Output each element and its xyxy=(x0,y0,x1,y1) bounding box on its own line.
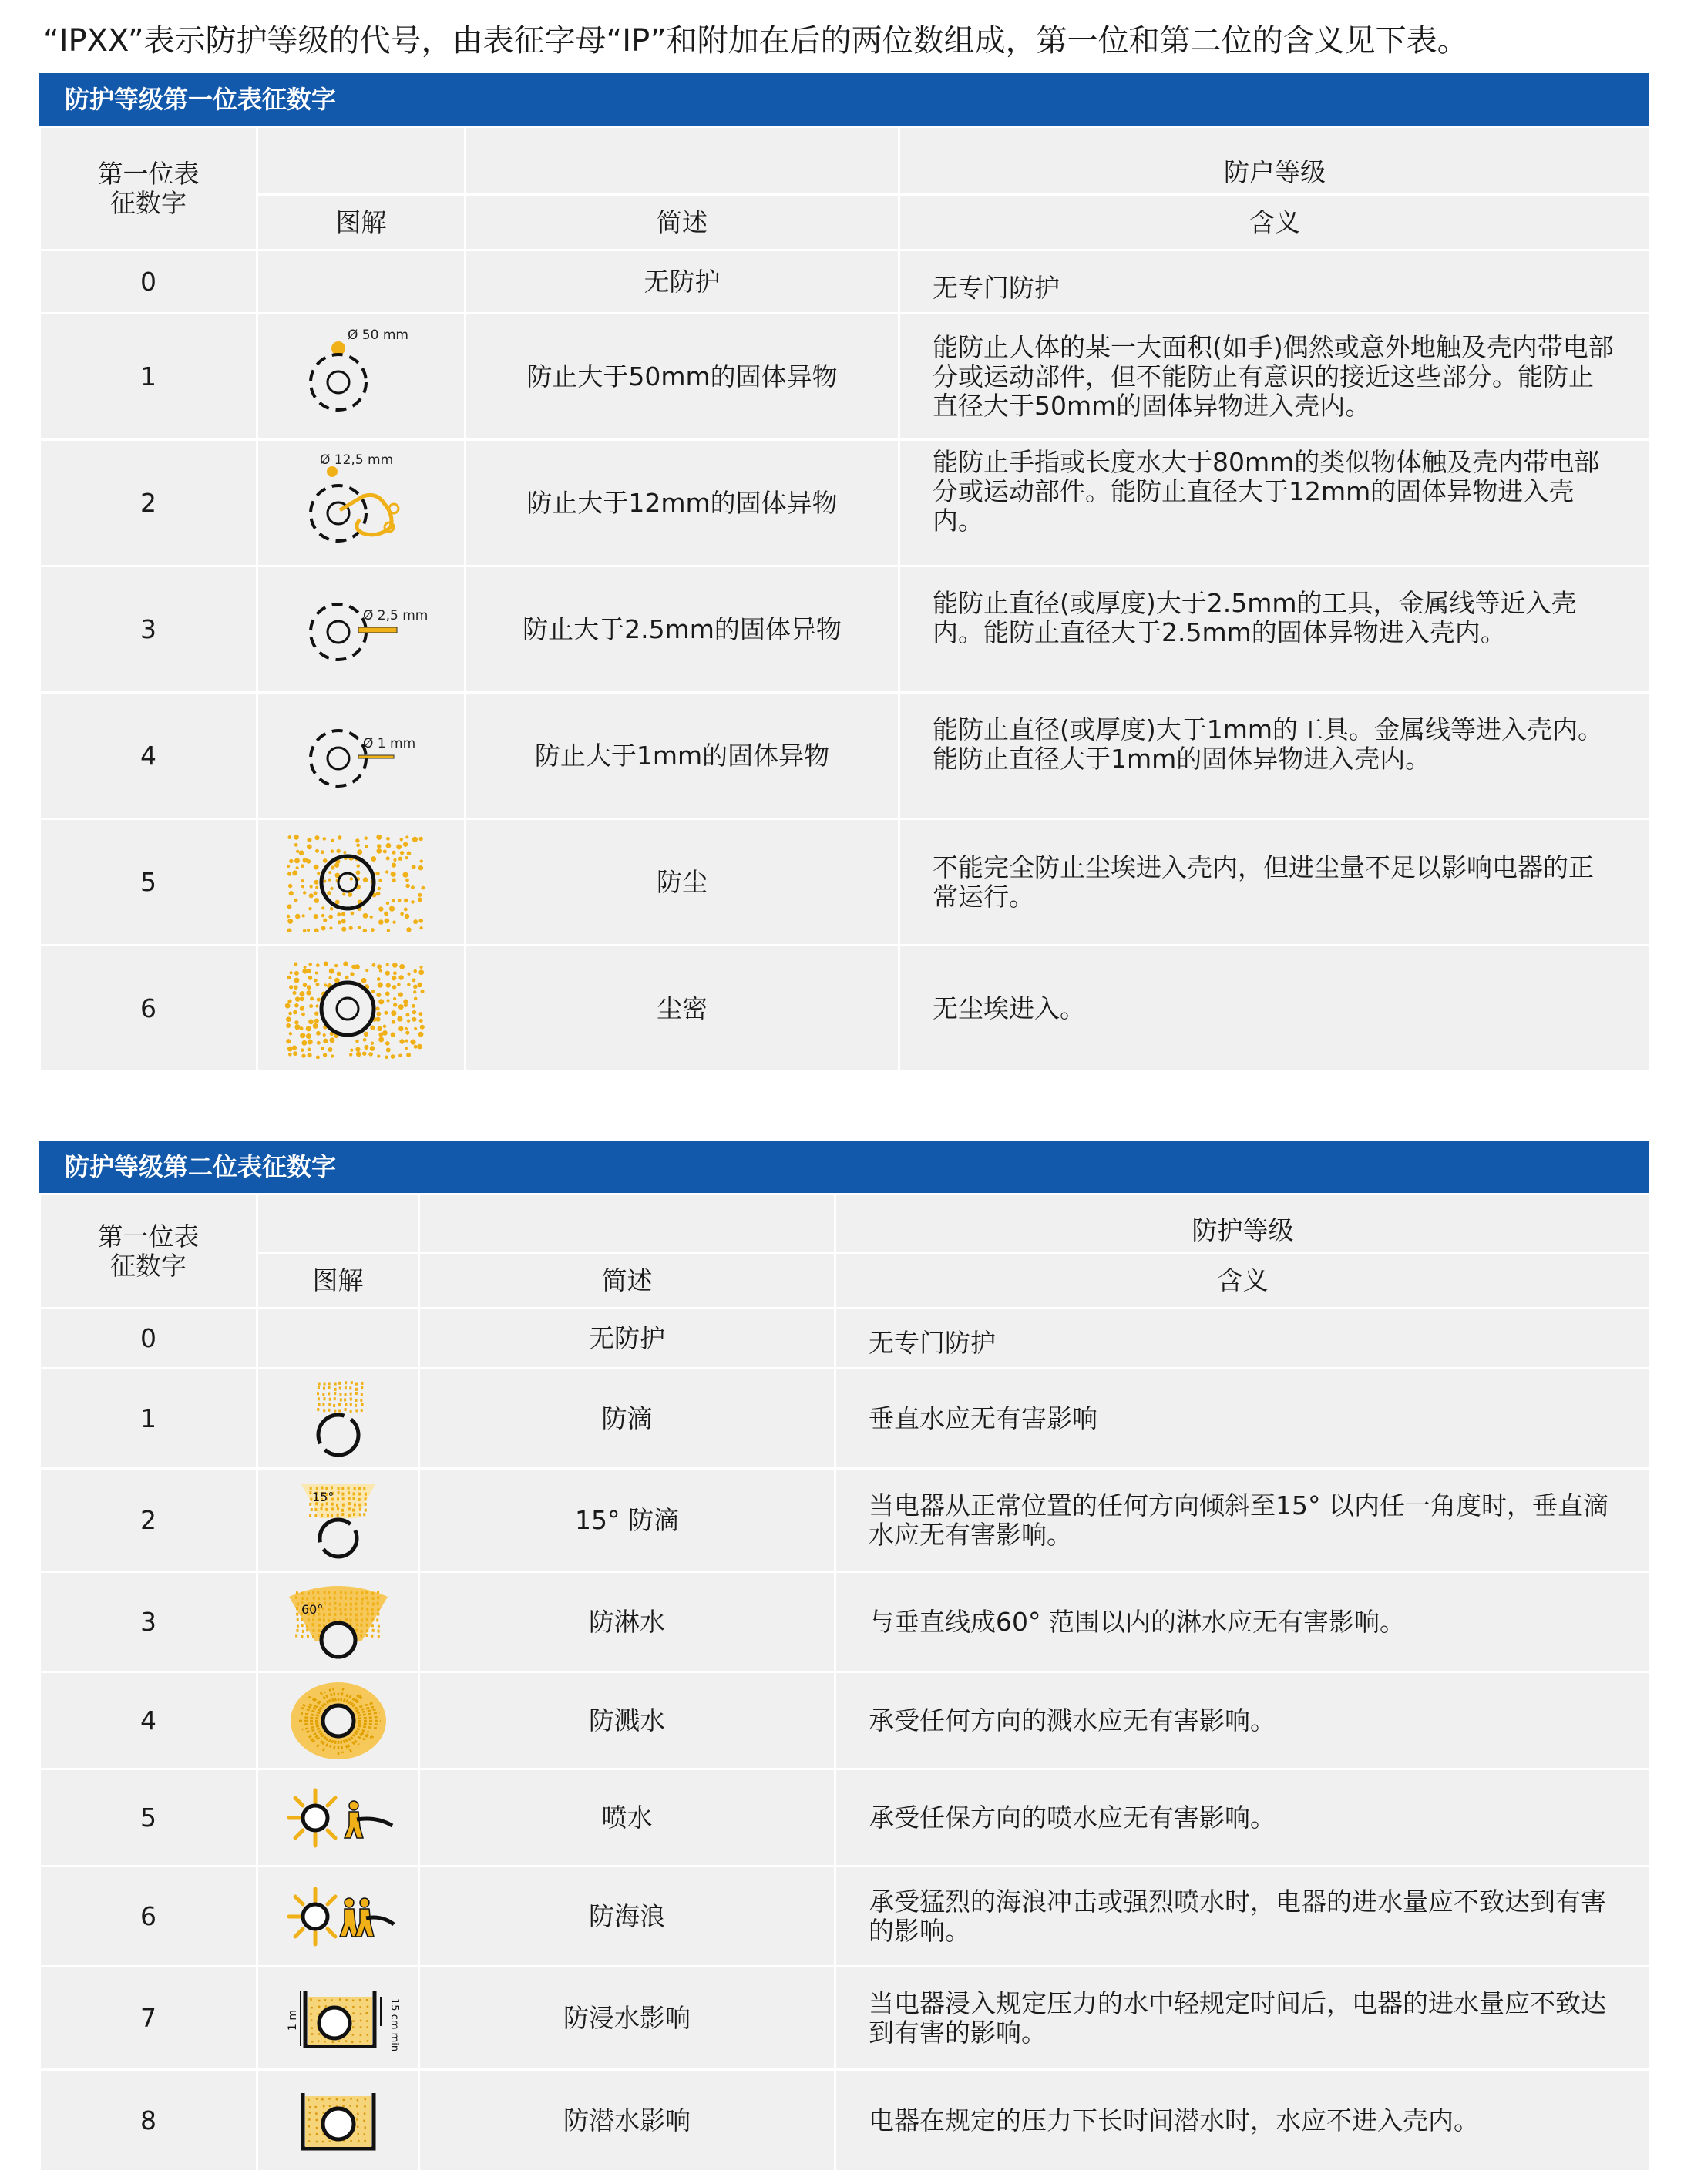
solid-12mm-finger-icon xyxy=(292,453,431,553)
row-meaning: 当电器从正常位置的任何方向倾斜至15° 以内任一角度时，垂直滴水应无有害影响。 xyxy=(835,1469,1651,1572)
table2-row xyxy=(40,1769,1651,1866)
row-digit: 5 xyxy=(40,1769,257,1866)
solid-50mm-icon xyxy=(292,327,431,427)
row-summary: 尘密 xyxy=(466,946,899,1072)
table1-title: 防护等级第一位表征数字 xyxy=(39,73,1649,126)
table1-header-group: 防户等级 xyxy=(899,127,1651,195)
table2-header-group: 防护等级 xyxy=(835,1194,1651,1253)
row-meaning: 承受猛烈的海浪冲击或强烈喷水时，电器的进水量应不致达到有害的影响。 xyxy=(835,1866,1651,1967)
table1-header-summary: 简述 xyxy=(466,195,899,250)
intro-text: “IPXX”表示防护等级的代号，由表征字母“IP”和附加在后的两位数组成，第一位和第二位的含义见下表。 xyxy=(43,23,1468,59)
table2 xyxy=(39,1193,1652,2172)
table2-row xyxy=(40,1866,1651,1967)
table1-row xyxy=(40,819,1651,946)
row-digit: 1 xyxy=(40,314,257,440)
row-summary: 防滴 xyxy=(419,1369,835,1469)
row-summary: 防海浪 xyxy=(419,1866,835,1967)
row-meaning: 能防止手指或长度水大于80mm的类似物体触及壳内带电部分或运动部件。能防止直径大于12mm的固体异物进入壳内。 xyxy=(899,440,1651,566)
table2-header-meaning: 含义 xyxy=(835,1253,1651,1309)
table1-header-meaning: 含义 xyxy=(899,195,1651,250)
row-summary: 喷水 xyxy=(419,1769,835,1866)
row-meaning: 能防止直径(或厚度)大于1mm的工具。金属线等进入壳内。能防止直径大于1mm的固体异物进入壳内。 xyxy=(899,693,1651,819)
row-digit: 6 xyxy=(40,946,257,1072)
svg-text:1 m: 1 m xyxy=(286,2009,299,2031)
table1-row xyxy=(40,693,1651,819)
row-digit: 6 xyxy=(40,1866,257,1967)
svg-text:Ø 1 mm: Ø 1 mm xyxy=(362,735,415,751)
table1-row xyxy=(40,250,1651,314)
svg-text:Ø 12,5 mm: Ø 12,5 mm xyxy=(319,452,393,468)
dust-protected-icon xyxy=(284,832,439,932)
table1-row xyxy=(40,566,1651,693)
row-digit: 3 xyxy=(40,1572,257,1672)
table1-header-digit: 第一位表征数字 xyxy=(40,127,257,250)
row-summary: 无防护 xyxy=(419,1309,835,1369)
immersion-icon xyxy=(273,1980,404,2057)
row-meaning: 当电器浸入规定压力的水中轻规定时间后，电器的进水量应不致达到有害的影响。 xyxy=(835,1967,1651,2070)
svg-text:60°: 60° xyxy=(301,1601,323,1617)
row-digit: 1 xyxy=(40,1369,257,1469)
row-digit: 5 xyxy=(40,819,257,946)
table1-row xyxy=(40,440,1651,566)
table2-row xyxy=(40,1309,1651,1369)
dust-tight-icon xyxy=(284,959,439,1059)
table2-row xyxy=(40,1369,1651,1469)
solid-2-5mm-tool-icon xyxy=(292,587,431,672)
row-summary: 防浸水影响 xyxy=(419,1967,835,2070)
table2-row xyxy=(40,1572,1651,1672)
row-digit: 4 xyxy=(40,1672,257,1769)
svg-text:Ø 2,5 mm: Ø 2,5 mm xyxy=(362,607,428,623)
table1-row xyxy=(40,314,1651,440)
solid-1mm-wire-icon xyxy=(292,714,431,798)
table2-row xyxy=(40,1967,1651,2070)
row-summary: 防淋水 xyxy=(419,1572,835,1672)
submersion-icon xyxy=(284,2082,392,2159)
row-meaning: 能防止人体的某一大面积(如手)偶然或意外地触及壳内带电部分或运动部件，但不能防止有意识的接近这些部分。能防止直径大于50mm的固体异物进入壳内。 xyxy=(899,314,1651,440)
svg-text:15 cm min: 15 cm min xyxy=(388,1998,400,2051)
row-summary: 15° 防滴 xyxy=(419,1469,835,1572)
row-digit: 0 xyxy=(40,1309,257,1369)
row-digit: 3 xyxy=(40,566,257,693)
table1-section xyxy=(39,73,1649,1073)
table2-header-diagram: 图解 xyxy=(257,1253,419,1309)
heavy-seas-icon xyxy=(277,1878,400,1955)
table2-row xyxy=(40,1469,1651,1572)
row-meaning: 垂直水应无有害影响 xyxy=(835,1369,1651,1469)
spray-60deg-icon xyxy=(284,1580,392,1665)
row-meaning: 电器在规定的压力下长时间潜水时，水应不进入壳内。 xyxy=(835,2070,1651,2172)
table2-title: 防护等级第二位表征数字 xyxy=(39,1141,1649,1193)
row-summary: 防止大于1mm的固体异物 xyxy=(466,693,899,819)
water-jet-icon xyxy=(277,1779,400,1856)
row-meaning: 无专门防护 xyxy=(835,1309,1651,1369)
table1-row xyxy=(40,946,1651,1072)
vertical-drip-icon xyxy=(292,1376,385,1461)
row-meaning: 能防止直径(或厚度)大于2.5mm的工具，金属线等近入壳内。能防止直径大于2.5mm的固体异物进入壳内。 xyxy=(899,566,1651,693)
table1-header-diagram: 图解 xyxy=(257,195,466,250)
row-summary: 无防护 xyxy=(466,250,899,314)
row-digit: 7 xyxy=(40,1967,257,2070)
row-meaning: 无专门防护 xyxy=(899,250,1651,314)
row-meaning: 与垂直线成60° 范围以内的淋水应无有害影响。 xyxy=(835,1572,1651,1672)
table2-row xyxy=(40,2070,1651,2172)
row-digit: 2 xyxy=(40,1469,257,1572)
row-summary: 防尘 xyxy=(466,819,899,946)
row-digit: 2 xyxy=(40,440,257,566)
row-digit: 8 xyxy=(40,2070,257,2172)
table1 xyxy=(39,126,1652,1073)
row-summary: 防溅水 xyxy=(419,1672,835,1769)
row-summary: 防潜水影响 xyxy=(419,2070,835,2172)
row-digit: 0 xyxy=(40,250,257,314)
row-meaning: 无尘埃进入。 xyxy=(899,946,1651,1072)
row-meaning: 承受任保方向的喷水应无有害影响。 xyxy=(835,1769,1651,1866)
drip-15deg-icon xyxy=(292,1478,385,1563)
svg-text:15°: 15° xyxy=(311,1489,334,1504)
splash-icon xyxy=(284,1678,392,1763)
row-digit: 4 xyxy=(40,693,257,819)
table2-row xyxy=(40,1672,1651,1769)
svg-text:Ø 50 mm: Ø 50 mm xyxy=(347,327,408,343)
row-meaning: 不能完全防止尘埃进入壳内，但进尘量不足以影响电器的正常运行。 xyxy=(899,819,1651,946)
row-summary: 防止大于50mm的固体异物 xyxy=(466,314,899,440)
row-meaning: 承受任何方向的溅水应无有害影响。 xyxy=(835,1672,1651,1769)
table2-header-summary: 简述 xyxy=(419,1253,835,1309)
table2-header-digit: 第一位表征数字 xyxy=(40,1194,257,1309)
table2-section xyxy=(39,1141,1649,2172)
row-summary: 防止大于2.5mm的固体异物 xyxy=(466,566,899,693)
row-summary: 防止大于12mm的固体异物 xyxy=(466,440,899,566)
